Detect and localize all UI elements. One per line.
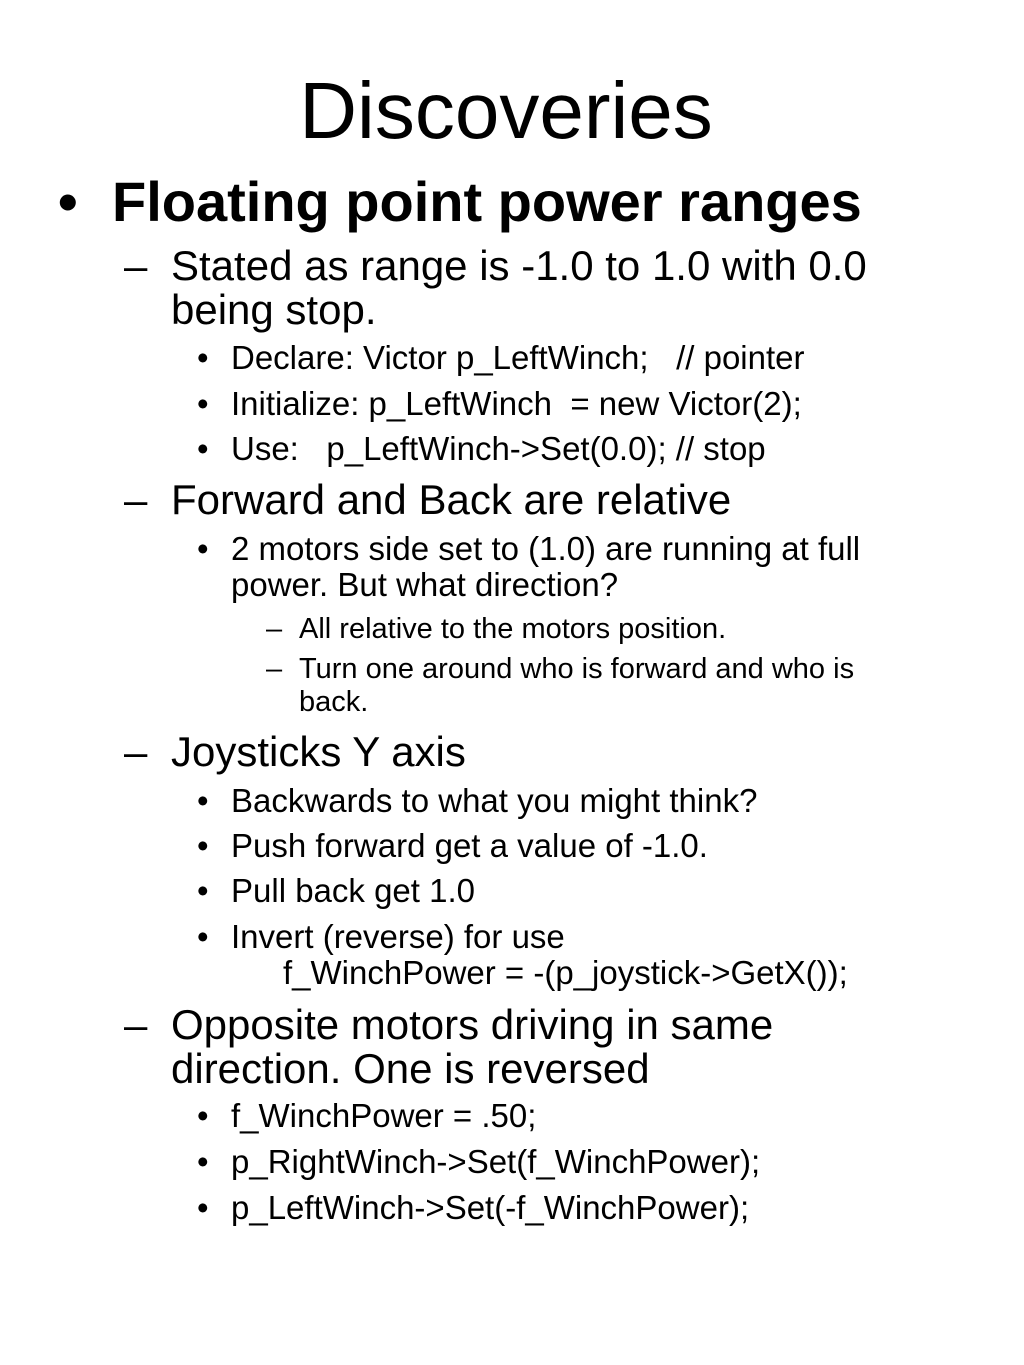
section-2-item: power. But what direction? <box>231 566 619 603</box>
section-4-line-1: Opposite motors driving in same <box>171 1001 774 1048</box>
section-2-subitem: All relative to the motors position. <box>299 613 727 645</box>
bullet-marker: • <box>197 385 209 422</box>
section-4-item: p_RightWinch->Set(f_WinchPower); <box>231 1143 761 1180</box>
code-line: f_WinchPower = -(p_joystick->GetX()); <box>283 954 848 991</box>
bullet-marker: • <box>197 1143 209 1180</box>
section-4-item: f_WinchPower = .50; <box>231 1097 537 1134</box>
bullet-marker: • <box>197 1189 209 1226</box>
section-3-item: Invert (reverse) for use <box>231 918 565 955</box>
section-2-subitem: Turn one around who is forward and who is <box>299 653 855 685</box>
section-3-item: Push forward get a value of -1.0. <box>231 827 708 864</box>
bullet-marker: • <box>58 170 78 233</box>
dash-marker: – <box>124 728 148 775</box>
section-4-line-2: direction. One is reversed <box>171 1045 650 1092</box>
dash-marker: – <box>124 1001 148 1048</box>
bullet-marker: • <box>197 430 209 467</box>
bullet-marker: • <box>197 872 209 909</box>
section-1-item: Initialize: p_LeftWinch = new Victor(2); <box>231 385 802 422</box>
bullet-marker: • <box>197 530 209 567</box>
section-2-subitem: back. <box>299 686 369 718</box>
section-3-line-1: Joysticks Y axis <box>171 728 466 775</box>
section-1-item: Use: p_LeftWinch->Set(0.0); // stop <box>231 430 766 467</box>
section-4-item: p_LeftWinch->Set(-f_WinchPower); <box>231 1189 750 1226</box>
heading-floating-point: Floating point power ranges <box>112 170 862 233</box>
bullet-marker: • <box>197 782 209 819</box>
dash-marker: – <box>266 653 283 685</box>
section-1-item: Declare: Victor p_LeftWinch; // pointer <box>231 339 805 376</box>
section-2-line-1: Forward and Back are relative <box>171 476 732 523</box>
section-3-item: Pull back get 1.0 <box>231 872 475 909</box>
section-2-item: 2 motors side set to (1.0) are running at full <box>231 530 861 567</box>
bullet-marker: • <box>197 918 209 955</box>
section-1-line-2: being stop. <box>171 286 377 333</box>
slide-title: Discoveries <box>299 66 713 155</box>
dash-marker: – <box>124 242 148 289</box>
section-1-line-1: Stated as range is -1.0 to 1.0 with 0.0 <box>171 242 867 289</box>
dash-marker: – <box>124 476 148 523</box>
bullet-marker: • <box>197 1097 209 1134</box>
dash-marker: – <box>266 613 283 645</box>
bullet-marker: • <box>197 827 209 864</box>
section-3-item: Backwards to what you might think? <box>231 782 758 819</box>
bullet-marker: • <box>197 339 209 376</box>
